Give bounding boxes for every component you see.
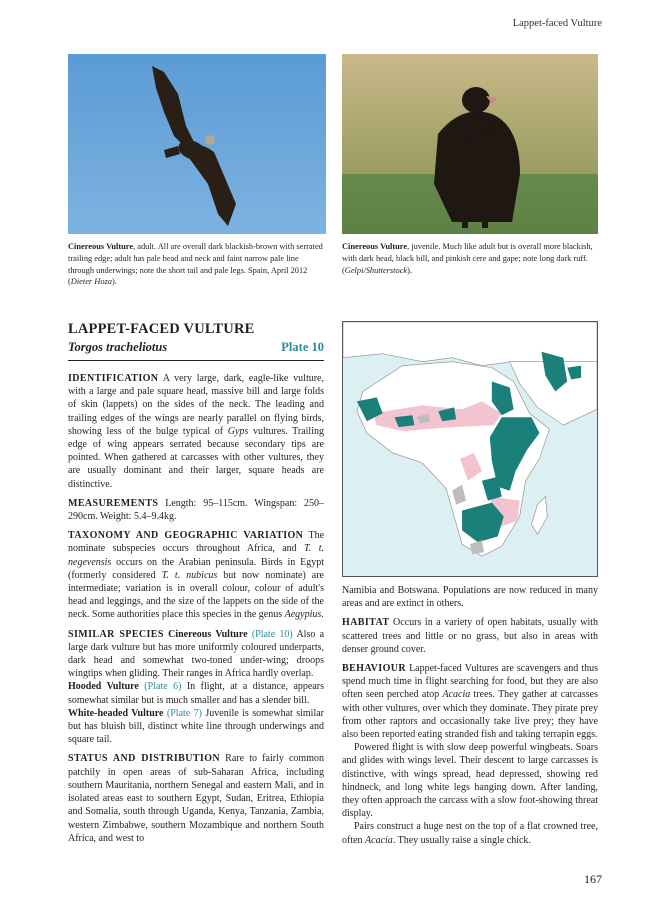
paragraph-similar-3 (68, 707, 324, 747)
taxonomy-text-4: . (321, 609, 324, 621)
header-rule (68, 360, 324, 361)
paragraph-status (68, 752, 324, 844)
similar-1-plate-link[interactable]: (Plate 10) (251, 628, 293, 640)
heading-measurements: MEASUREMENTS (68, 497, 159, 509)
similar-2-text: In flight, at a distance, appears somewhat similar but is much smaller and has a slender bill. (68, 681, 325, 706)
paragraph-similar-species (68, 628, 324, 681)
heading-similar-species: SIMILAR SPECIES (68, 628, 164, 640)
caption-adult-name: Cinereous Vulture (68, 242, 134, 251)
similar-3-name: White-headed Vulture (68, 707, 164, 719)
similar-3-plate-link[interactable]: (Plate 7) (166, 707, 202, 719)
caption-juvenile-name: Cinereous Vulture (342, 242, 408, 251)
photo-cinereous-vulture-juvenile (342, 54, 598, 234)
species-common-name: LAPPET-FACED VULTURE (68, 321, 255, 337)
running-head: Lappet-faced Vulture (512, 18, 602, 29)
distribution-map-svg (343, 322, 597, 576)
photo-cinereous-vulture-adult (68, 54, 326, 234)
paragraph-taxonomy (68, 529, 324, 621)
taxonomy-text-3: but now nominate) are intermediate; variation is in overall colour, colour of adult's head and leggings, and the size of the lappets on the side of the neck. Some authorities place this species in the genus (68, 569, 324, 621)
species-header (68, 321, 324, 361)
similar-2-name: Hooded Vulture (68, 681, 139, 693)
nesting-text-1: Pairs construct a huge nest on the top of a flat crowned tree, often (342, 821, 598, 846)
similar-2-plate-link[interactable]: (Plate 6) (144, 681, 182, 693)
nesting-acacia: Acacia (365, 834, 393, 846)
paragraph-status-continued: Namibia and Botswana. Populations are now reduced in many areas and are extinct in others. (342, 585, 598, 610)
identification-genus: Gyps (227, 425, 249, 437)
paragraph-habitat (342, 616, 598, 656)
heading-status: STATUS AND DISTRIBUTION (68, 753, 220, 765)
habitat-text: Occurs in a variety of open habitats, usually with scattered trees and little or no grass, but also in areas with denser ground cover. (342, 617, 598, 655)
taxonomy-subspecies-1: T. t. negevensis (68, 543, 325, 568)
status-text-1: Rare to fairly common patchily in open areas of sub-Saharan Africa, including southern Mauritania, northern Senegal and eastern Mali, and in isolated areas east to southern Egypt, Sudan, Eritrea, Ethiopia and Somalia, south through Uganda, Kenya, Tanzania, Zambia, western Zimbabwe, southern Mozambique and northern South Africa, and west to (68, 753, 324, 844)
heading-behaviour: BEHAVIOUR (342, 663, 406, 675)
plate-reference: Plate 10 (281, 340, 324, 354)
caption-juvenile-credit: Gelpi/Shutterstock (344, 265, 408, 275)
heading-identification: IDENTIFICATION (68, 373, 159, 384)
nesting-text-2: . They usually raise a single chick. (392, 834, 531, 846)
caption-adult-credit: Dieter Hoza (70, 277, 112, 287)
heading-taxonomy: TAXONOMY AND GEOGRAPHIC VARIATION (68, 530, 304, 542)
caption-adult (68, 241, 326, 288)
heading-habitat: HABITAT (342, 617, 390, 629)
caption-juvenile-end: ). (407, 265, 413, 275)
text-column-left (68, 372, 324, 851)
similar-1-text: Also a large dark vulture but has more uniformly coloured underparts, dark head and somewhat two-toned under-wing; droops wingtips when gliding. Their ranges in Africa hardly overlap. (68, 628, 325, 680)
paragraph-nesting (342, 820, 598, 846)
species-latin-name: Torgos tracheliotus (68, 340, 168, 354)
behaviour-text-1: Lappet-faced Vultures are scavengers and thus spend much time in flight searching for food, but they are also often seen perched atop (342, 663, 598, 701)
paragraph-flight: Powered flight is with slow deep powerful wingbeats. Soars and glides with wings level. Their descent to large carcasses is distinctive, with wings spread, head depressed, showing red hindneck, and long white legs hanging down. After landing, they often approach the carcass with a slow foot-showing threat display. (342, 742, 598, 820)
taxonomy-text-2: occurs on the Arabian peninsula. Birds in Egypt (formerly considered (68, 556, 324, 581)
distribution-map (342, 321, 598, 577)
behaviour-text-2: trees. They gather at carcasses with other vultures, over which they dominate. They pirate prey from other raptors and occasionally take live prey; they have also been reported eating stranded fish and taking terrapin eggs. (342, 689, 598, 741)
taxonomy-text-1: The nominate subspecies occurs throughout Africa, and (68, 530, 325, 555)
caption-adult-text: , adult. All are overall dark blackish-brown with serrated trailing edge; adult has pale head and neck and faint narrow pale line through underwings; note the short tail and pale legs. Spain, April 2012 ( (68, 242, 323, 287)
identification-text-1: A very large, dark, eagle-like vulture, with a large and pale square head, massive bill and large folds of skin (lappets) on the sides of the neck. The leading and trailing edges of the wings are nearly parallel on flying birds, showing less of the bulge typical of (68, 373, 324, 437)
paragraph-behaviour (342, 662, 598, 741)
paragraph-measurements (68, 497, 324, 523)
text-column-right (342, 584, 598, 853)
taxonomy-genus: Aegypius (284, 609, 322, 621)
page-number: 167 (584, 872, 602, 886)
paragraph-identification (68, 372, 324, 491)
behaviour-acacia: Acacia (442, 689, 471, 701)
similar-3-text: Juvenile is somewhat similar but has bluish bill, distinct white line through underwings and square tail. (68, 707, 324, 746)
paragraph-similar-2 (68, 680, 324, 706)
identification-text-2: vultures. Trailing edge of wing appears serrated because secondary tips are pointed. When gathered at carcasses with other vultures, they are usually dominant and their larger, square heads are distinctive. (68, 425, 324, 490)
taxonomy-subspecies-2: T. t. nubicus (161, 569, 218, 581)
similar-1-name: Cinereous Vulture (163, 628, 248, 640)
caption-adult-end: ). (111, 277, 117, 287)
caption-juvenile (342, 241, 598, 276)
caption-juvenile-text: , juvenile. Much like adult but is overall more blackish, with dark head, black bill, and pinkish cere and gape; note long dark ruff. ( (342, 242, 593, 275)
measurements-text: Length: 95–115cm. Wingspan: 250–290cm. Weight: 5.4–9.4kg. (68, 497, 324, 523)
